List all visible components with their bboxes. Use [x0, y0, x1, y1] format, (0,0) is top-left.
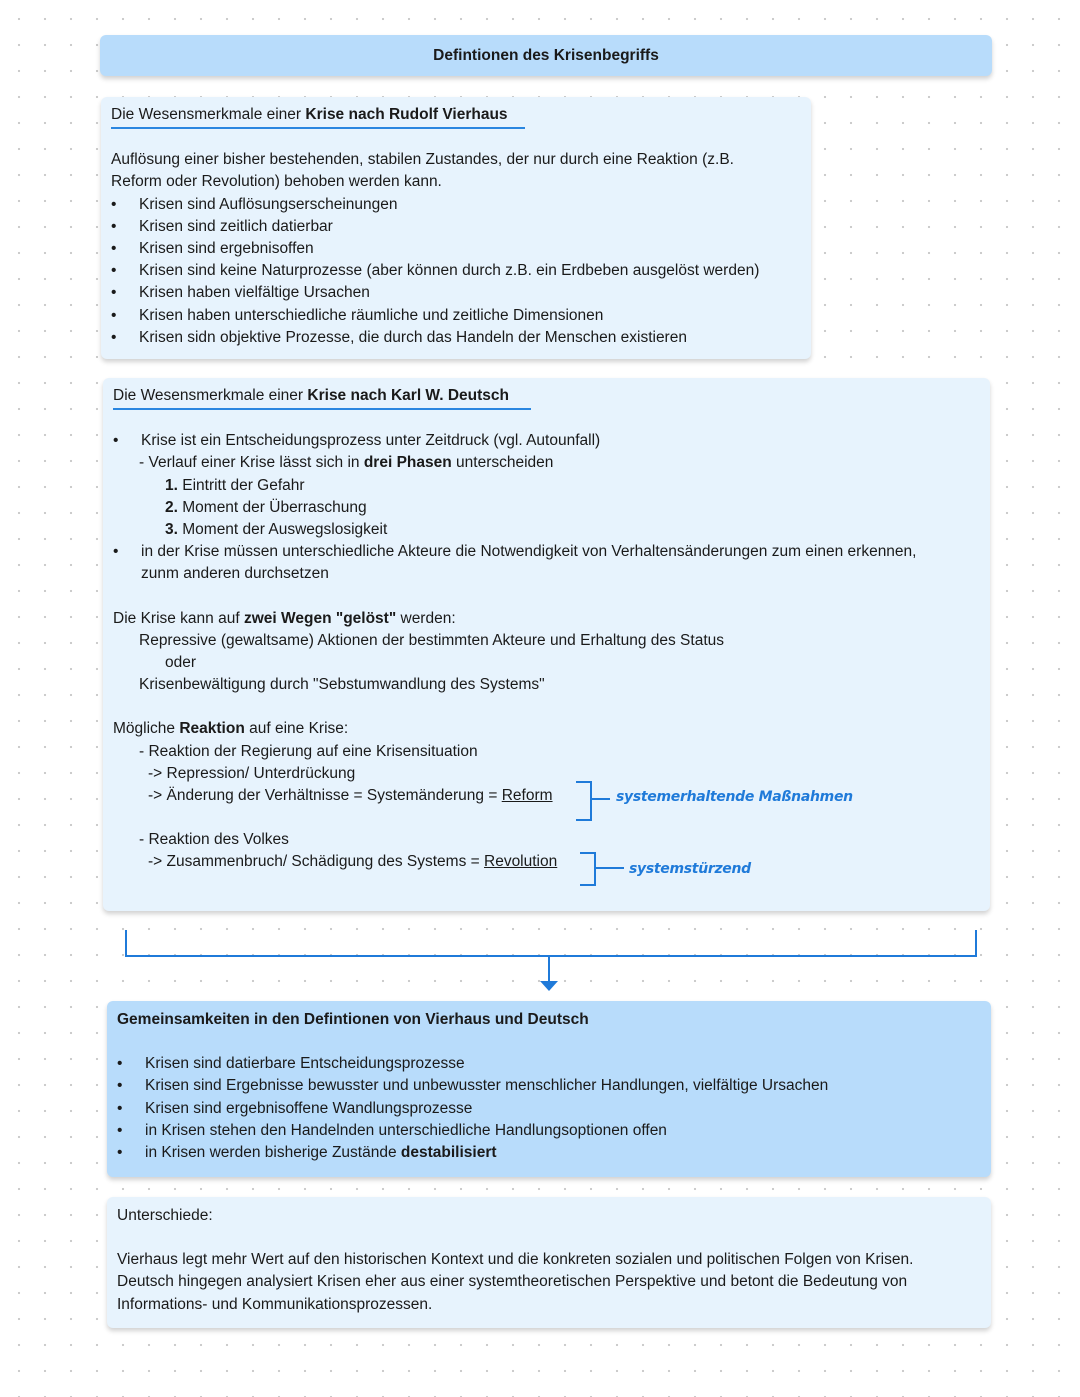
differences-line-2: Deutsch hingegen analysiert Krisen eher aus einer systemtheoretischen Perspektive und betont die Bedeutung von: [117, 1273, 908, 1291]
common-content: [117, 1009, 981, 1164]
page-title-text: Defintionen des Krisenbegriffs: [433, 47, 659, 64]
reaction-government-a: -> Repression/ Unterdrückung: [148, 764, 356, 782]
common-list: [117, 1053, 981, 1164]
differences-line-3: Informations- und Kommunikationsprozessen.: [117, 1295, 433, 1313]
phases-suffix: unterscheiden: [451, 454, 554, 472]
list-item: • Krisen sind Ergebnisse bewusster und unbewusster menschlicher Handlungen, vielfältige Ursachen: [117, 1075, 981, 1097]
way-or: oder: [165, 654, 197, 672]
phases-prefix: - Verlauf einer Krise lässt sich in: [139, 454, 364, 472]
differences-heading: Unterschiede:: [117, 1207, 213, 1224]
way-1: Repressive (gewaltsame) Aktionen der bestimmten Akteure und Erhaltung des Status: [139, 631, 725, 649]
list-item: • Krisen sind zeitlich datierbar: [111, 216, 801, 238]
reaction-suffix: auf eine Krise:: [244, 720, 349, 738]
list-item: • Krise ist ein Entscheidungsprozess unter Zeitdruck (vgl. Autounfall): [113, 430, 978, 452]
reaction-people: - Reaktion des Volkes: [139, 831, 289, 849]
deutsch-heading-prefix: Die Wesensmerkmale einer: [113, 387, 308, 404]
reaction-prefix: Mögliche: [113, 720, 180, 738]
revolution-note: systemstürzend: [629, 861, 751, 877]
differences-content: [117, 1205, 981, 1316]
list-item: • Krisen sind ergebnisoffene Wandlungsprozesse: [117, 1098, 981, 1120]
list-item: • Krisen sind Auflösungserscheinungen: [111, 194, 801, 216]
common-heading: [117, 1009, 981, 1031]
phase-number: 3.: [165, 521, 178, 539]
list-item: • Krisen haben unterschiedliche räumliche und zeitliche Dimensionen: [111, 305, 801, 327]
list-item: • Krisen sidn objektive Prozesse, die durch das Handeln der Menschen existieren: [111, 327, 801, 349]
bullet2-line1: in der Krise müssen unterschiedliche Akteure die Notwendigkeit von Verhaltensänderungen zum einen erkennen,: [141, 543, 917, 561]
vierhaus-heading-prefix: Die Wesensmerkmale einer: [111, 106, 306, 123]
list-item: • Krisen sind datierbare Entscheidungsprozesse: [117, 1053, 981, 1075]
last-bold: destabilisiert: [400, 1144, 497, 1162]
reaction-government: - Reaktion der Regierung auf eine Krisensituation: [139, 742, 478, 760]
phase-text: Moment der Überraschung: [177, 498, 367, 516]
revolution-label: Revolution: [484, 853, 558, 871]
ways-prefix: Die Krise kann auf: [113, 609, 244, 627]
phase-text: Moment der Auswegslosigkeit: [177, 521, 388, 539]
phase-number: 1.: [165, 476, 178, 494]
deutsch-heading-bold: Krise nach Karl W. Deutsch: [307, 387, 509, 404]
people-a-prefix: -> Zusammenbruch/ Schädigung des Systems =: [148, 853, 484, 871]
vierhaus-heading-bold: Krise nach Rudolf Vierhaus: [305, 106, 508, 123]
way-2: Krisenbewältigung durch "Sebstumwandlung des Systems": [139, 676, 545, 694]
list-item: • in Krisen stehen den Handelnden unterschiedliche Handlungsoptionen offen: [117, 1120, 981, 1142]
differences-box: [107, 1197, 991, 1328]
ways-suffix: werden:: [396, 609, 456, 627]
reaction-bold: Reaktion: [179, 720, 245, 738]
list-item: • Krisen sind keine Naturprozesse (aber können durch z.B. ein Erdbeben ausgelöst werden): [111, 260, 801, 282]
vierhaus-intro-2: Reform oder Revolution) behoben werden kann.: [111, 173, 442, 191]
phases-bold: drei Phasen: [363, 454, 452, 472]
phase-number: 2.: [165, 498, 178, 516]
phase-text: Eintritt der Gefahr: [177, 476, 305, 494]
gov-b-prefix: -> Änderung der Verhältnisse = Systemänderung =: [148, 787, 502, 805]
last-prefix: in Krisen werden bisherige Zustände: [145, 1144, 401, 1162]
ways-bold: zwei Wegen "gelöst": [243, 609, 397, 627]
list-item: • Krisen sind ergebnisoffen: [111, 238, 801, 260]
common-box: [107, 1001, 991, 1177]
reform-note: systemerhaltende Maßnahmen: [616, 789, 853, 805]
list-item: • Krisen haben vielfältige Ursachen: [111, 282, 801, 304]
common-heading-text: Gemeinsamkeiten in den Defintionen von Vierhaus und Deutsch: [117, 1011, 589, 1028]
list-item: [117, 1142, 981, 1164]
bullet2-line2: zunm anderen durchsetzen: [141, 565, 329, 583]
vierhaus-intro-1: Auflösung einer bisher bestehenden, stabilen Zustandes, der nur durch eine Reaktion (z.B.: [111, 151, 734, 169]
differences-line-1: Vierhaus legt mehr Wert auf den historischen Kontext und die konkreten sozialen und politischen Folgen von Krisen.: [117, 1251, 914, 1269]
reform-label: Reform: [501, 787, 553, 805]
